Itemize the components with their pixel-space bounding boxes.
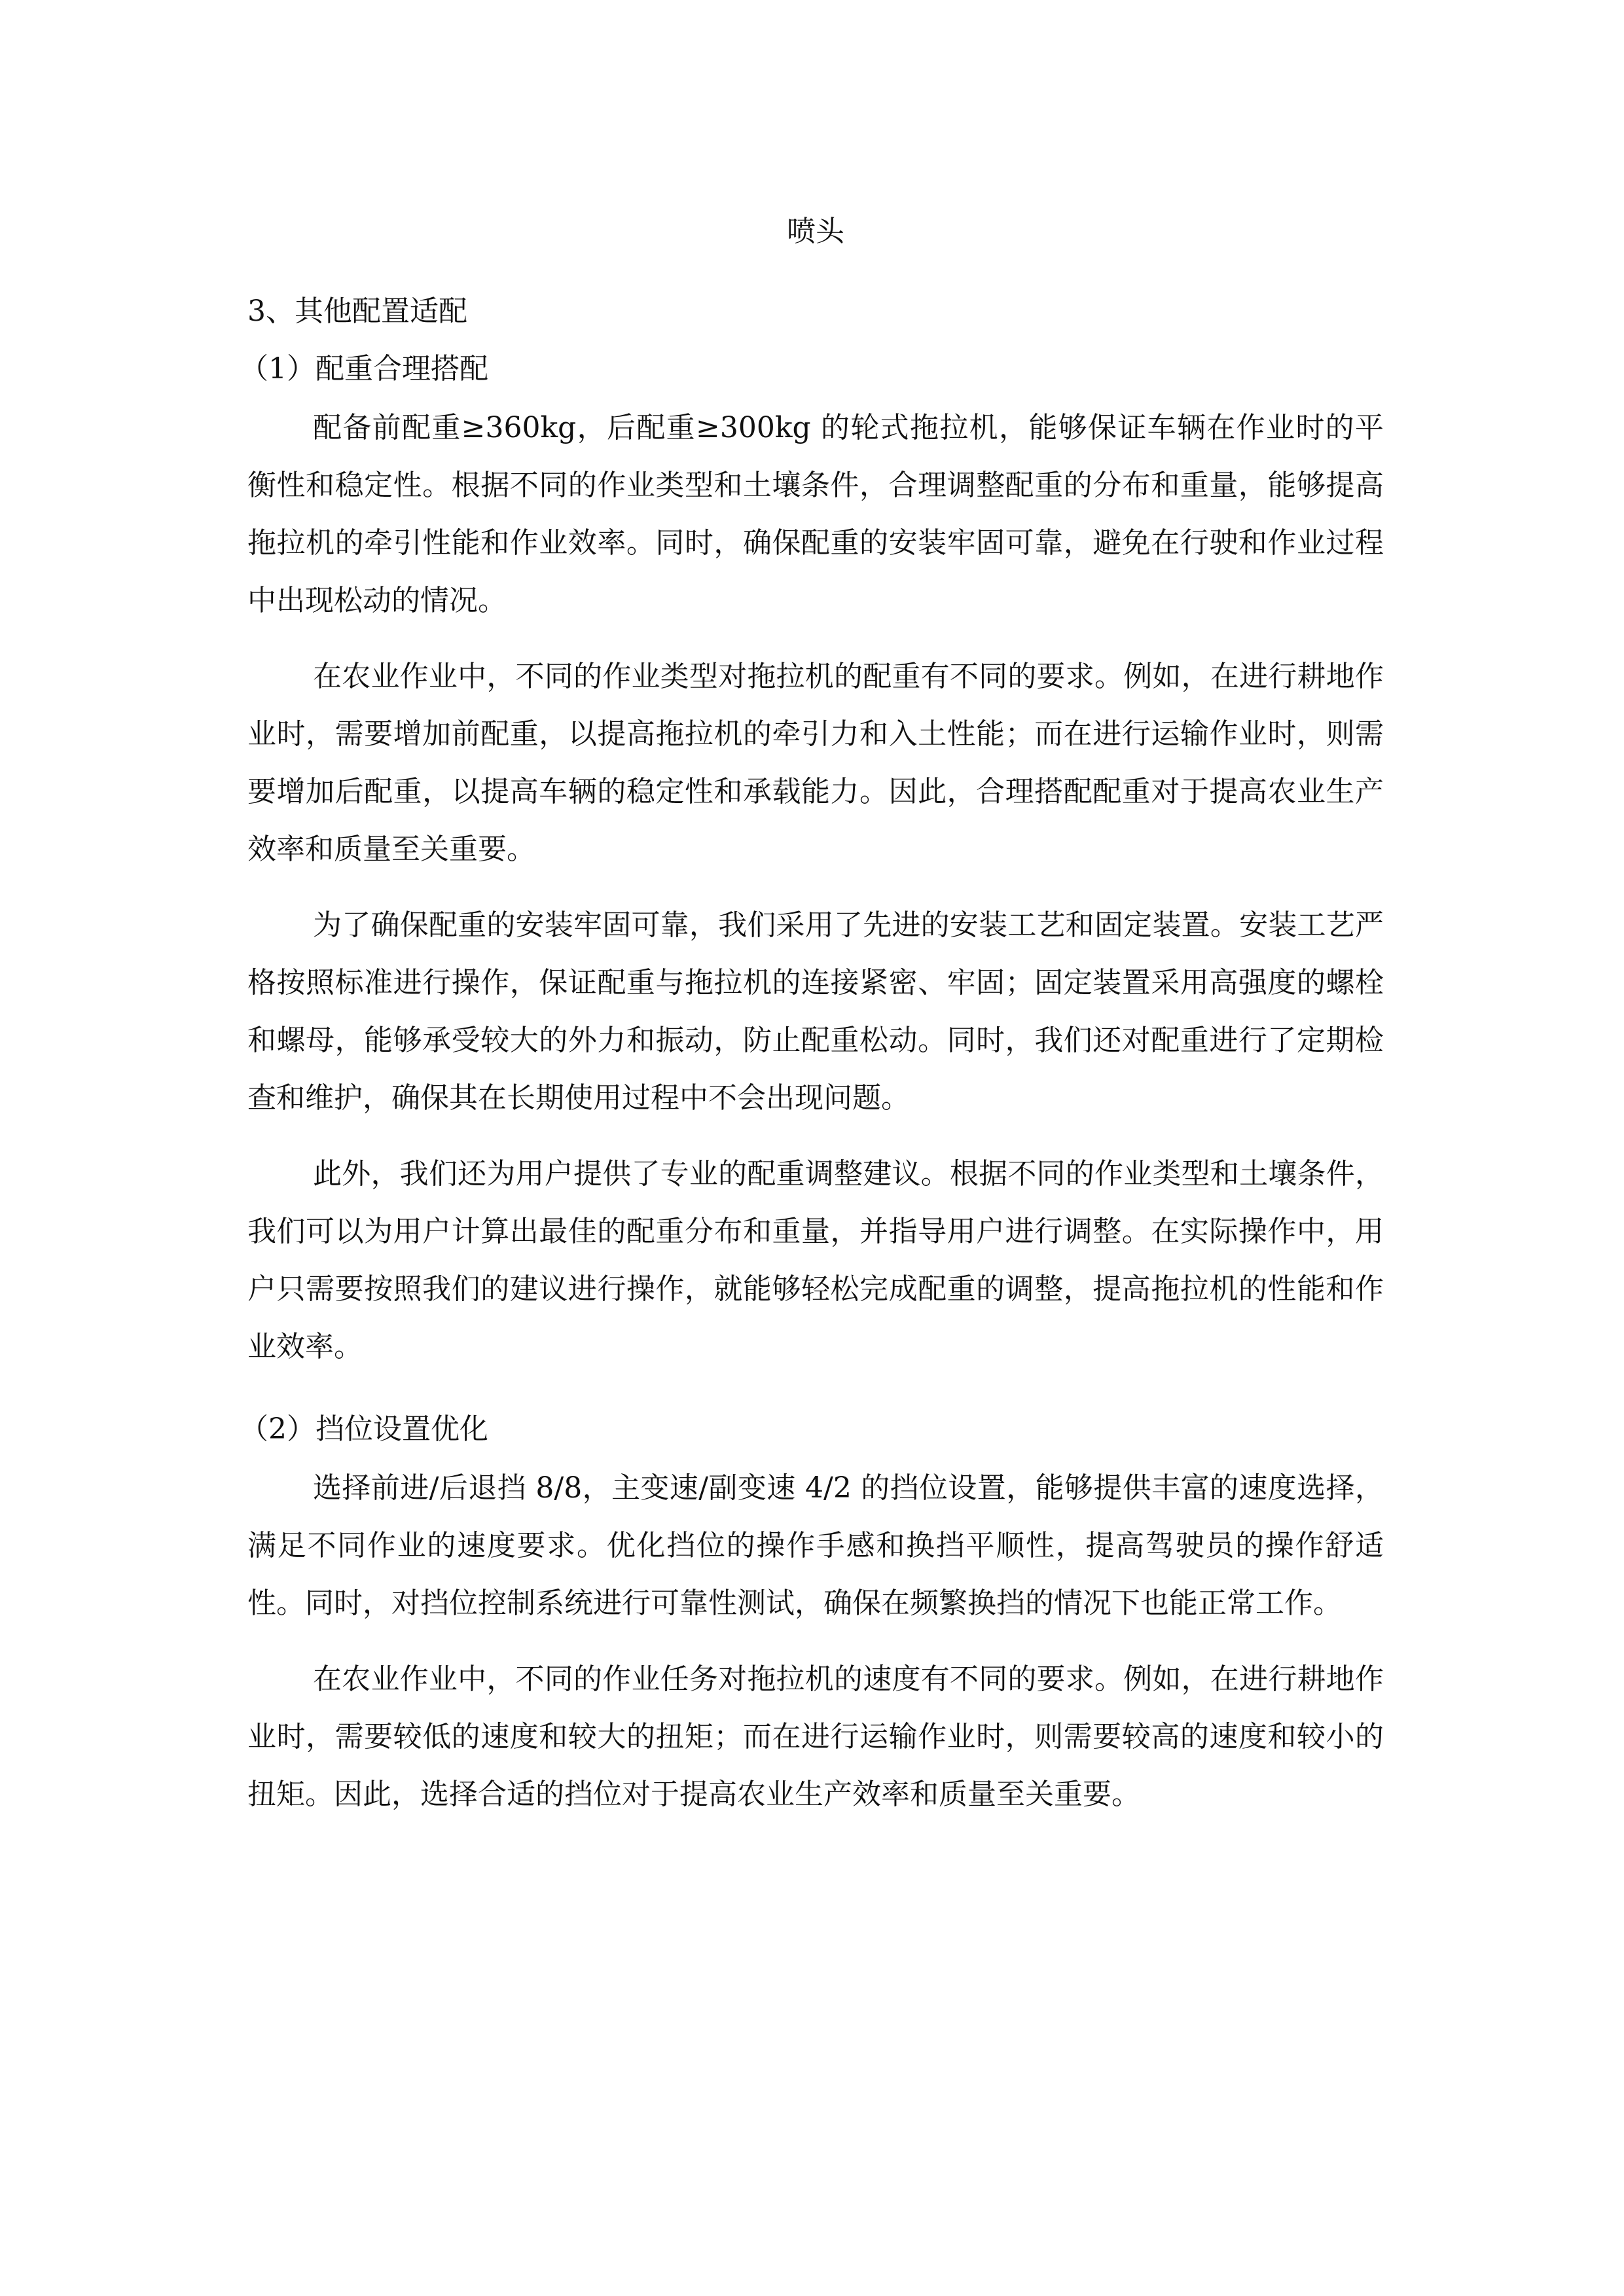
section-heading: 3、其他配置适配 xyxy=(247,295,467,328)
figure-caption: 喷头 xyxy=(787,215,844,248)
subsection-title-counterweight: （1）配重合理搭配 xyxy=(240,352,488,386)
paragraph: 配备前配重≥360kg，后配重≥300kg 的轮式拖拉机，能够保证车辆在作业时的平衡性和稳定性。根据不同的作业类型和土壤条件，合理调整配重的分布和重量，能够提高拖拉机的牵引性能和作业效率。同时，确保配重的安装牢固可靠，避免在行驶和作业过程中出现松动的情况。 xyxy=(247,411,1384,617)
paragraph: 在农业作业中，不同的作业任务对拖拉机的速度有不同的要求。例如，在进行耕地作业时，需要较低的速度和较大的扭矩；而在进行运输作业时，则需要较高的速度和较小的扭矩。因此，选择合适的挡位对于提高农业生产效率和质量至关重要。 xyxy=(247,1662,1384,1811)
paragraph: 选择前进/后退挡 8/8，主变速/副变速 4/2 的挡位设置，能够提供丰富的速度选择，满足不同作业的速度要求。优化挡位的操作手感和换挡平顺性，提高驾驶员的操作舒适性。同时，对挡位控制系统进行可靠性测试，确保在频繁换挡的情况下也能正常工作。 xyxy=(247,1471,1384,1620)
paragraph: 此外，我们还为用户提供了专业的配重调整建议。根据不同的作业类型和土壤条件，我们可以为用户计算出最佳的配重分布和重量，并指导用户进行调整。在实际操作中，用户只需要按照我们的建议进行操作，就能够轻松完成配重的调整，提高拖拉机的性能和作业效率。 xyxy=(247,1157,1384,1363)
paragraph: 在农业作业中，不同的作业类型对拖拉机的配重有不同的要求。例如，在进行耕地作业时，需要增加前配重，以提高拖拉机的牵引力和入土性能；而在进行运输作业时，则需要增加后配重，以提高车辆的稳定性和承载能力。因此，合理搭配配重对于提高农业生产效率和质量至关重要。 xyxy=(247,660,1384,866)
paragraph: 为了确保配重的安装牢固可靠，我们采用了先进的安装工艺和固定装置。安装工艺严格按照标准进行操作，保证配重与拖拉机的连接紧密、牢固；固定装置采用高强度的螺栓和螺母，能够承受较大的外力和振动，防止配重松动。同时，我们还对配重进行了定期检查和维护，确保其在长期使用过程中不会出现问题。 xyxy=(247,908,1384,1115)
subsection-title-gear: （2）挡位设置优化 xyxy=(240,1412,488,1446)
page-content xyxy=(240,208,1384,1842)
